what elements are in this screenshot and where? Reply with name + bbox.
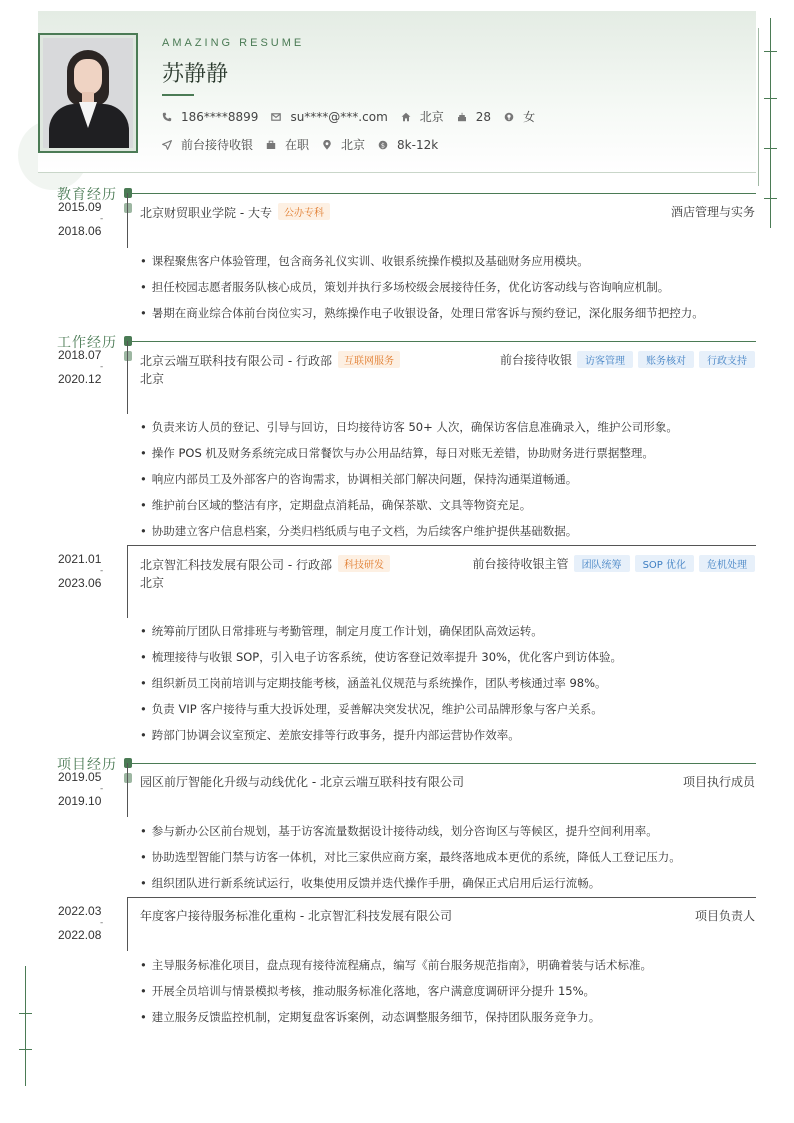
intent-city-text: 北京 bbox=[341, 138, 366, 152]
list-item: • 暑期在商业综合体前台岗位实习，熟练操作电子收银设备，处理日常客诉与预约登记，深化服务细节把控力。 bbox=[140, 305, 704, 321]
list-item: • 参与新办公区前台规划，基于访客流量数据设计接待动线，划分咨询区与等候区，提升空间利用率。 bbox=[140, 823, 658, 839]
skill-tag: 行政支持 bbox=[699, 351, 755, 368]
list-item: • 负责 VIP 客户接待与重大投诉处理，妥善解决突发状况，维护公司品牌形象与客户关系。 bbox=[140, 701, 603, 717]
list-item: • 协助建立客户信息档案，分类归档纸质与电子文档，为后续客户维护提供基础数据。 bbox=[140, 523, 577, 539]
industry-tag: 互联网服务 bbox=[338, 351, 400, 368]
date-start: 2019.05 bbox=[58, 770, 102, 784]
project-role: 项目执行成员 bbox=[682, 775, 755, 789]
date-start: 2022.03 bbox=[58, 904, 102, 918]
date-end: 2023.06 bbox=[58, 576, 102, 590]
entry-marker bbox=[124, 351, 132, 361]
position: 前台接待收银主管 bbox=[472, 557, 569, 571]
entry-marker bbox=[124, 203, 132, 213]
list-item: • 统筹前厅团队日常排班与考勤管理，制定月度工作计划，确保团队高效运转。 bbox=[140, 623, 543, 639]
section-marker bbox=[124, 336, 132, 346]
section-divider bbox=[127, 193, 756, 194]
company-title bbox=[140, 351, 400, 369]
skill-tag: 访客管理 bbox=[577, 351, 633, 368]
list-item: • 主导服务标准化项目，盘点现有接待流程痛点，编写《前台服务规范指南》，明确着装与话术标准。 bbox=[140, 957, 652, 973]
skill-tag: 团队统筹 bbox=[574, 555, 630, 572]
industry-tag: 科技研发 bbox=[338, 555, 390, 572]
project-title: 园区前厅智能化升级与动线优化 - 北京云端互联科技有限公司 bbox=[140, 775, 464, 789]
list-item: • 开展全员培训与情景模拟考核，推动服务标准化落地，客户满意度调研评分提升 15%。 bbox=[140, 983, 595, 999]
header-right-rule bbox=[758, 28, 759, 186]
home-text: 北京 bbox=[419, 110, 444, 124]
date-start: 2021.01 bbox=[58, 552, 102, 566]
email-icon bbox=[271, 112, 281, 122]
entry-marker bbox=[124, 773, 132, 783]
intent-row bbox=[162, 136, 451, 153]
decorative-left-rule bbox=[25, 966, 26, 1086]
entry-divider bbox=[127, 897, 756, 898]
timeline-line bbox=[127, 341, 128, 414]
location-icon bbox=[322, 140, 332, 150]
timeline-line bbox=[127, 545, 128, 618]
list-item: • 组织新员工岗前培训与定期技能考核，涵盖礼仪规范与系统操作，团队考核通过率 98%。 bbox=[140, 675, 607, 691]
position-group bbox=[500, 351, 755, 368]
work-location: 北京 bbox=[140, 372, 165, 386]
projects-section-title: 项目经历 bbox=[57, 757, 117, 773]
briefcase-icon bbox=[266, 140, 276, 150]
list-item: • 协助选型智能门禁与访客一体机，对比三家供应商方案，最终落地成本更优的系统，降低人工登记压力。 bbox=[140, 849, 681, 865]
school-tag: 公办专科 bbox=[278, 203, 330, 220]
date-start: 2015.09 bbox=[58, 200, 102, 214]
timeline-line bbox=[127, 763, 128, 817]
name-underline bbox=[162, 94, 194, 96]
salary-text: 8k-12k bbox=[397, 137, 439, 152]
list-item: • 担任校园志愿者服务队核心成员，策划并执行多场校级会展接待任务，优化访客动线与咨询响应机制。 bbox=[140, 279, 669, 295]
education-section-title: 教育经历 bbox=[57, 187, 117, 203]
project-title: 年度客户接待服务标准化重构 - 北京智汇科技发展有限公司 bbox=[140, 909, 452, 923]
section-divider bbox=[127, 763, 756, 764]
candidate-name: 苏静静 bbox=[162, 62, 229, 87]
school-name: 北京财贸职业学院 - 大专 bbox=[140, 206, 272, 220]
skill-tag: 账务核对 bbox=[638, 351, 694, 368]
email-text: su****@***.com bbox=[290, 109, 388, 124]
position-group bbox=[473, 555, 755, 572]
contact-row bbox=[162, 108, 548, 125]
major: 酒店管理与实务 bbox=[670, 205, 755, 219]
position: 前台接待收银 bbox=[499, 353, 572, 367]
date-end: 2020.12 bbox=[58, 372, 102, 386]
intent-job-text: 前台接待收银 bbox=[181, 138, 254, 152]
company-name: 北京云端互联科技有限公司 - 行政部 bbox=[140, 354, 332, 368]
phone-icon bbox=[162, 112, 172, 122]
phone-text: 186****8899 bbox=[181, 109, 259, 124]
timeline-line bbox=[127, 897, 128, 951]
avatar bbox=[38, 33, 138, 153]
cake-icon bbox=[457, 112, 467, 122]
company-title bbox=[140, 555, 390, 573]
gender-text: 女 bbox=[523, 110, 536, 124]
school-title bbox=[140, 203, 330, 221]
list-item: • 梳理接待与收银 SOP，引入电子访客系统，使访客登记效率提升 30%，优化客户到访体验。 bbox=[140, 649, 622, 665]
send-icon bbox=[162, 140, 172, 150]
list-item: • 跨部门协调会议室预定、差旅安排等行政事务，提升内部运营协作效率。 bbox=[140, 727, 520, 743]
timeline-line bbox=[127, 193, 128, 248]
list-item: • 维护前台区域的整洁有序，定期盘点消耗品，确保茶歇、文具等物资充足。 bbox=[140, 497, 531, 513]
svg-text:$: $ bbox=[380, 140, 386, 149]
list-item: • 操作 POS 机及财务系统完成日常餐饮与办公用品结算，每日对账无差错，协助财务进行票据整理。 bbox=[140, 445, 654, 461]
list-item: • 响应内部员工及外部客户的咨询需求，协调相关部门解决问题，保持沟通渠道畅通。 bbox=[140, 471, 577, 487]
entry-divider bbox=[127, 545, 756, 546]
decorative-right-rule bbox=[770, 18, 771, 228]
date-start: 2018.07 bbox=[58, 348, 102, 362]
date-end: 2022.08 bbox=[58, 928, 102, 942]
date-end: 2019.10 bbox=[58, 794, 102, 808]
gender-icon bbox=[504, 112, 514, 122]
list-item: • 负责来访人员的登记、引导与回访，日均接待访客 50+ 人次，确保访客信息准确录入，维护公司形象。 bbox=[140, 419, 678, 435]
section-marker bbox=[124, 758, 132, 768]
section-divider bbox=[127, 341, 756, 342]
status-text: 在职 bbox=[285, 138, 310, 152]
home-icon bbox=[401, 112, 411, 122]
resume-header bbox=[38, 11, 756, 173]
resume-subtitle: AMAZING RESUME bbox=[162, 37, 305, 49]
skill-tag: SOP 优化 bbox=[635, 555, 694, 572]
date-end: 2018.06 bbox=[58, 224, 102, 238]
project-role: 项目负责人 bbox=[694, 909, 755, 923]
section-marker bbox=[124, 188, 132, 198]
work-section-title: 工作经历 bbox=[57, 335, 117, 351]
list-item: • 组织团队进行新系统试运行，收集使用反馈并迭代操作手册，确保正式启用后运行流畅。 bbox=[140, 875, 600, 891]
list-item: • 课程聚焦客户体验管理，包含商务礼仪实训、收银系统操作模拟及基础财务应用模块。 bbox=[140, 253, 589, 269]
skill-tag: 危机处理 bbox=[699, 555, 755, 572]
salary-icon bbox=[378, 140, 388, 150]
company-name: 北京智汇科技发展有限公司 - 行政部 bbox=[140, 558, 332, 572]
list-item: • 建立服务反馈监控机制，定期复盘客诉案例，动态调整服务细节，保持团队服务竞争力。 bbox=[140, 1009, 600, 1025]
age-text: 28 bbox=[475, 109, 492, 124]
work-location: 北京 bbox=[140, 576, 165, 590]
